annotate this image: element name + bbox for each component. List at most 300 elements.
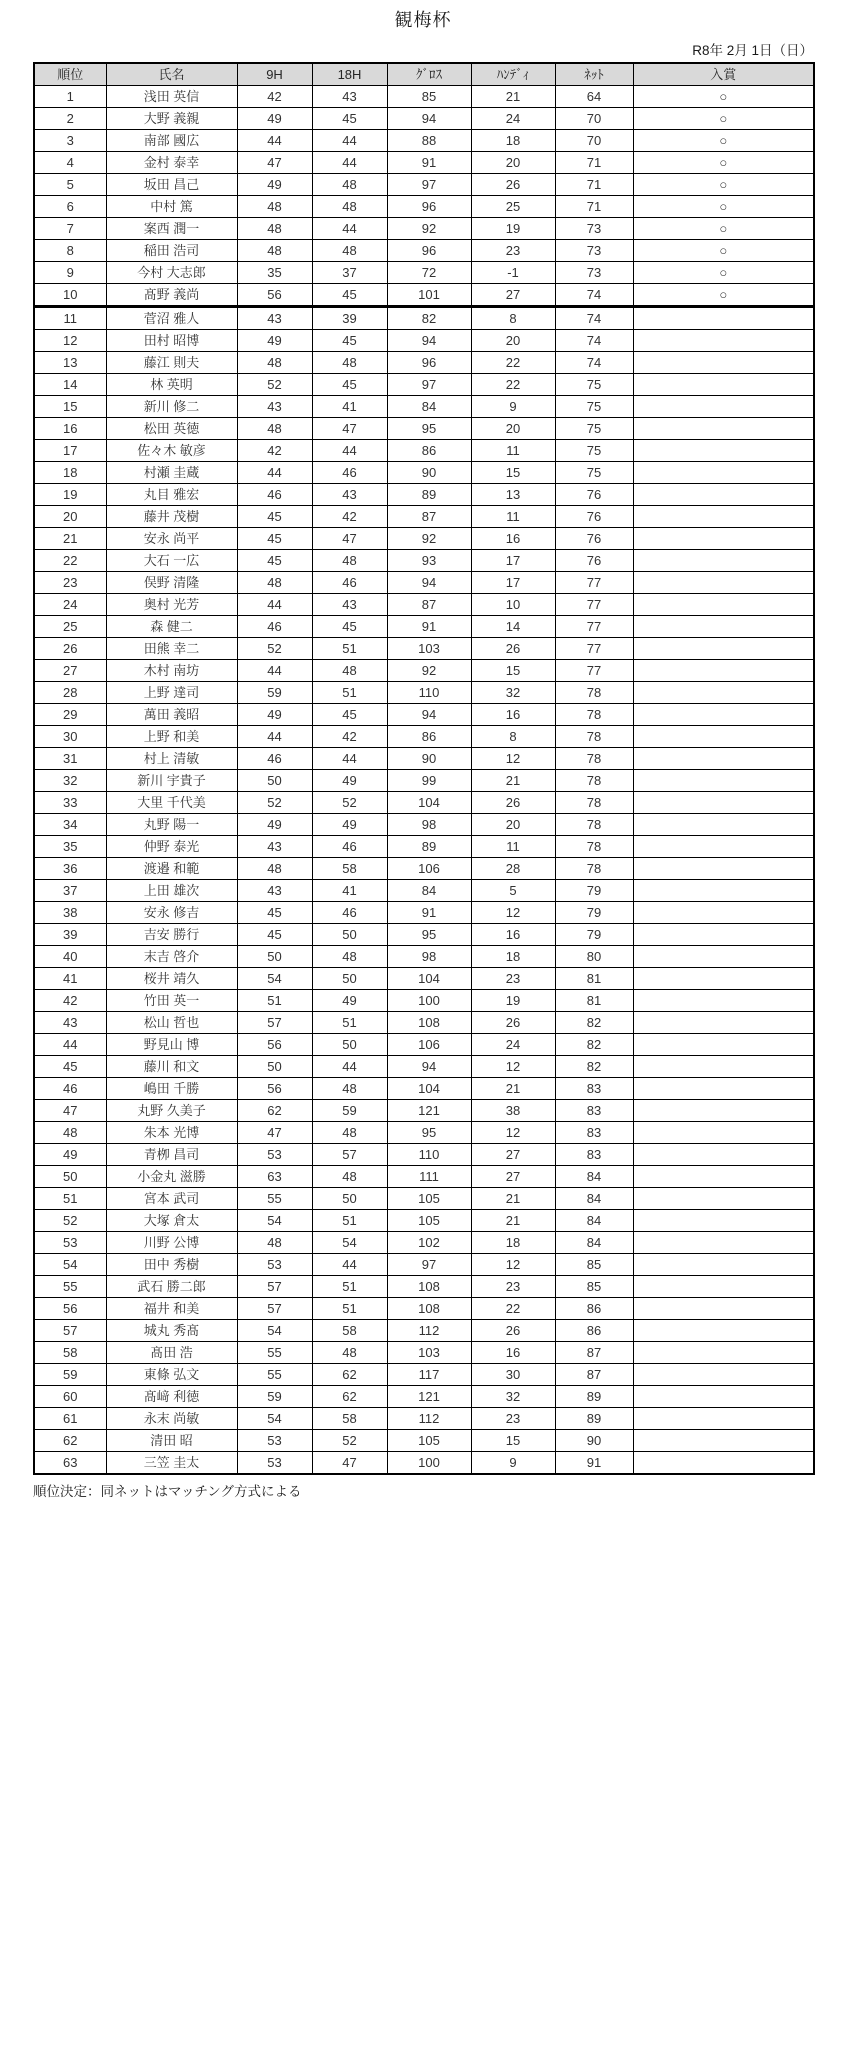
handicap-cell: 21 — [471, 1078, 555, 1100]
rank-cell: 53 — [34, 1232, 106, 1254]
table-row — [34, 307, 814, 330]
18h-cell: 50 — [312, 924, 387, 946]
handicap-cell: 27 — [471, 284, 555, 307]
prize-cell — [633, 1430, 814, 1452]
net-cell: 75 — [555, 396, 633, 418]
9h-cell: 51 — [237, 990, 312, 1012]
9h-cell: 43 — [237, 307, 312, 330]
rank-cell: 3 — [34, 130, 106, 152]
net-cell: 75 — [555, 418, 633, 440]
prize-cell — [633, 748, 814, 770]
prize-cell — [633, 770, 814, 792]
handicap-cell: 16 — [471, 1342, 555, 1364]
rank-cell: 45 — [34, 1056, 106, 1078]
prize-cell — [633, 1034, 814, 1056]
net-cell: 87 — [555, 1364, 633, 1386]
gross-cell: 100 — [387, 1452, 471, 1475]
table-row — [34, 152, 814, 174]
18h-cell: 45 — [312, 284, 387, 307]
handicap-cell: 17 — [471, 572, 555, 594]
gross-cell: 105 — [387, 1210, 471, 1232]
net-cell: 84 — [555, 1188, 633, 1210]
gross-cell: 97 — [387, 374, 471, 396]
18h-cell: 48 — [312, 1166, 387, 1188]
rank-cell: 32 — [34, 770, 106, 792]
18h-cell: 42 — [312, 726, 387, 748]
name-cell: 安永 修吉 — [106, 902, 237, 924]
gross-cell: 91 — [387, 152, 471, 174]
prize-cell — [633, 1012, 814, 1034]
name-cell: 案西 潤一 — [106, 218, 237, 240]
handicap-cell: 12 — [471, 902, 555, 924]
gross-cell: 90 — [387, 748, 471, 770]
18h-cell: 51 — [312, 1210, 387, 1232]
gross-cell: 88 — [387, 130, 471, 152]
gross-cell: 92 — [387, 218, 471, 240]
name-cell: 小金丸 滋勝 — [106, 1166, 237, 1188]
9h-cell: 45 — [237, 902, 312, 924]
rank-cell: 29 — [34, 704, 106, 726]
rank-cell: 48 — [34, 1122, 106, 1144]
name-cell: 東條 弘文 — [106, 1364, 237, 1386]
table-row — [34, 770, 814, 792]
name-cell: 上野 達司 — [106, 682, 237, 704]
9h-cell: 42 — [237, 440, 312, 462]
handicap-cell: 14 — [471, 616, 555, 638]
table-row — [34, 484, 814, 506]
rank-cell: 40 — [34, 946, 106, 968]
name-cell: 仲野 泰光 — [106, 836, 237, 858]
18h-cell: 43 — [312, 594, 387, 616]
gross-cell: 108 — [387, 1012, 471, 1034]
prize-cell — [633, 704, 814, 726]
net-cell: 78 — [555, 682, 633, 704]
handicap-cell: 20 — [471, 814, 555, 836]
prize-cell — [633, 902, 814, 924]
name-cell: 南部 國広 — [106, 130, 237, 152]
net-cell: 84 — [555, 1166, 633, 1188]
18h-cell: 42 — [312, 506, 387, 528]
net-cell: 87 — [555, 1342, 633, 1364]
net-cell: 83 — [555, 1122, 633, 1144]
name-cell: 大野 義親 — [106, 108, 237, 130]
handicap-cell: 15 — [471, 660, 555, 682]
gross-cell: 112 — [387, 1320, 471, 1342]
rank-cell: 56 — [34, 1298, 106, 1320]
gross-cell: 97 — [387, 1254, 471, 1276]
9h-cell: 52 — [237, 792, 312, 814]
prize-cell — [633, 307, 814, 330]
gross-cell: 95 — [387, 1122, 471, 1144]
net-cell: 77 — [555, 616, 633, 638]
18h-cell: 47 — [312, 528, 387, 550]
gross-cell: 111 — [387, 1166, 471, 1188]
table-row — [34, 284, 814, 307]
9h-cell: 46 — [237, 484, 312, 506]
9h-cell: 49 — [237, 174, 312, 196]
table-row — [34, 374, 814, 396]
gross-cell: 106 — [387, 858, 471, 880]
18h-cell: 46 — [312, 836, 387, 858]
table-row — [34, 1386, 814, 1408]
prize-cell — [633, 1100, 814, 1122]
18h-cell: 51 — [312, 1298, 387, 1320]
9h-cell: 54 — [237, 1210, 312, 1232]
rank-cell: 23 — [34, 572, 106, 594]
gross-cell: 84 — [387, 396, 471, 418]
net-cell: 78 — [555, 858, 633, 880]
handicap-cell: 16 — [471, 924, 555, 946]
handicap-cell: 27 — [471, 1144, 555, 1166]
table-row — [34, 792, 814, 814]
rank-cell: 59 — [34, 1364, 106, 1386]
prize-cell — [633, 946, 814, 968]
rank-cell: 50 — [34, 1166, 106, 1188]
handicap-cell: 18 — [471, 946, 555, 968]
table-row — [34, 704, 814, 726]
9h-cell: 48 — [237, 240, 312, 262]
prize-cell — [633, 1386, 814, 1408]
9h-cell: 56 — [237, 1034, 312, 1056]
prize-cell: ○ — [633, 108, 814, 130]
gross-cell: 86 — [387, 440, 471, 462]
prize-cell: ○ — [633, 130, 814, 152]
rank-cell: 30 — [34, 726, 106, 748]
prize-cell: ○ — [633, 174, 814, 196]
table-row — [34, 1430, 814, 1452]
18h-cell: 48 — [312, 946, 387, 968]
name-cell: 松田 英徳 — [106, 418, 237, 440]
gross-cell: 93 — [387, 550, 471, 572]
header-net: ﾈｯﾄ — [555, 63, 633, 86]
table-row — [34, 1034, 814, 1056]
name-cell: 森 健二 — [106, 616, 237, 638]
table-row — [34, 1320, 814, 1342]
rank-cell: 35 — [34, 836, 106, 858]
handicap-cell: 21 — [471, 86, 555, 108]
handicap-cell: 20 — [471, 330, 555, 352]
name-cell: 竹田 英一 — [106, 990, 237, 1012]
rank-cell: 44 — [34, 1034, 106, 1056]
net-cell: 78 — [555, 770, 633, 792]
rank-cell: 57 — [34, 1320, 106, 1342]
handicap-cell: 20 — [471, 152, 555, 174]
rank-cell: 39 — [34, 924, 106, 946]
18h-cell: 44 — [312, 1254, 387, 1276]
gross-cell: 94 — [387, 572, 471, 594]
rank-cell: 2 — [34, 108, 106, 130]
header-rank: 順位 — [34, 63, 106, 86]
gross-cell: 90 — [387, 462, 471, 484]
name-cell: 坂田 昌己 — [106, 174, 237, 196]
table-row — [34, 1144, 814, 1166]
net-cell: 77 — [555, 638, 633, 660]
gross-cell: 121 — [387, 1100, 471, 1122]
table-row — [34, 682, 814, 704]
net-cell: 71 — [555, 174, 633, 196]
table-row — [34, 418, 814, 440]
gross-cell: 99 — [387, 770, 471, 792]
name-cell: 松山 哲也 — [106, 1012, 237, 1034]
rank-cell: 54 — [34, 1254, 106, 1276]
prize-cell: ○ — [633, 86, 814, 108]
table-row — [34, 130, 814, 152]
18h-cell: 44 — [312, 440, 387, 462]
18h-cell: 48 — [312, 660, 387, 682]
prize-cell — [633, 1298, 814, 1320]
table-row — [34, 440, 814, 462]
name-cell: 吉安 勝行 — [106, 924, 237, 946]
gross-cell: 110 — [387, 682, 471, 704]
rank-cell: 22 — [34, 550, 106, 572]
header-handicap: ﾊﾝﾃﾞｨ — [471, 63, 555, 86]
rank-cell: 21 — [34, 528, 106, 550]
prize-cell — [633, 660, 814, 682]
18h-cell: 57 — [312, 1144, 387, 1166]
9h-cell: 54 — [237, 968, 312, 990]
prize-cell — [633, 440, 814, 462]
rank-cell: 18 — [34, 462, 106, 484]
9h-cell: 50 — [237, 946, 312, 968]
18h-cell: 48 — [312, 174, 387, 196]
handicap-cell: 18 — [471, 1232, 555, 1254]
prize-cell: ○ — [633, 262, 814, 284]
handicap-cell: 26 — [471, 1320, 555, 1342]
gross-cell: 87 — [387, 506, 471, 528]
gross-cell: 101 — [387, 284, 471, 307]
table-row — [34, 550, 814, 572]
gross-cell: 89 — [387, 484, 471, 506]
name-cell: 村上 清敏 — [106, 748, 237, 770]
name-cell: 桜井 靖久 — [106, 968, 237, 990]
header-18h: 18H — [312, 63, 387, 86]
rank-cell: 16 — [34, 418, 106, 440]
handicap-cell: 22 — [471, 1298, 555, 1320]
9h-cell: 49 — [237, 330, 312, 352]
handicap-cell: 11 — [471, 440, 555, 462]
prize-cell — [633, 924, 814, 946]
name-cell: 丸野 久美子 — [106, 1100, 237, 1122]
9h-cell: 62 — [237, 1100, 312, 1122]
prize-cell — [633, 1122, 814, 1144]
name-cell: 清田 昭 — [106, 1430, 237, 1452]
18h-cell: 48 — [312, 1122, 387, 1144]
handicap-cell: 9 — [471, 1452, 555, 1475]
prize-cell: ○ — [633, 284, 814, 307]
9h-cell: 45 — [237, 550, 312, 572]
handicap-cell: 21 — [471, 1210, 555, 1232]
handicap-cell: 21 — [471, 1188, 555, 1210]
gross-cell: 91 — [387, 616, 471, 638]
prize-cell — [633, 352, 814, 374]
9h-cell: 56 — [237, 1078, 312, 1100]
gross-cell: 117 — [387, 1364, 471, 1386]
name-cell: 髙田 浩 — [106, 1342, 237, 1364]
gross-cell: 104 — [387, 1078, 471, 1100]
18h-cell: 51 — [312, 638, 387, 660]
rank-cell: 55 — [34, 1276, 106, 1298]
18h-cell: 62 — [312, 1364, 387, 1386]
net-cell: 81 — [555, 990, 633, 1012]
prize-cell: ○ — [633, 196, 814, 218]
18h-cell: 54 — [312, 1232, 387, 1254]
name-cell: 佐々木 敏彦 — [106, 440, 237, 462]
table-row — [34, 506, 814, 528]
rank-cell: 43 — [34, 1012, 106, 1034]
net-cell: 73 — [555, 218, 633, 240]
handicap-cell: 23 — [471, 968, 555, 990]
9h-cell: 47 — [237, 152, 312, 174]
prize-cell — [633, 1364, 814, 1386]
net-cell: 82 — [555, 1034, 633, 1056]
prize-cell — [633, 1342, 814, 1364]
table-row — [34, 968, 814, 990]
net-cell: 83 — [555, 1100, 633, 1122]
rank-cell: 60 — [34, 1386, 106, 1408]
18h-cell: 49 — [312, 990, 387, 1012]
18h-cell: 37 — [312, 262, 387, 284]
9h-cell: 63 — [237, 1166, 312, 1188]
18h-cell: 39 — [312, 307, 387, 330]
gross-cell: 85 — [387, 86, 471, 108]
table-row — [34, 1364, 814, 1386]
table-row — [34, 814, 814, 836]
name-cell: 宮本 武司 — [106, 1188, 237, 1210]
9h-cell: 57 — [237, 1276, 312, 1298]
handicap-cell: 11 — [471, 836, 555, 858]
name-cell: 菅沼 雅人 — [106, 307, 237, 330]
prize-cell — [633, 1144, 814, 1166]
name-cell: 武石 勝二郎 — [106, 1276, 237, 1298]
prize-cell — [633, 638, 814, 660]
net-cell: 82 — [555, 1012, 633, 1034]
table-row — [34, 240, 814, 262]
table-row — [34, 528, 814, 550]
rank-cell: 7 — [34, 218, 106, 240]
net-cell: 89 — [555, 1386, 633, 1408]
table-row — [34, 616, 814, 638]
event-date: R8年 2月 1日（日） — [692, 43, 813, 58]
table-row — [34, 1342, 814, 1364]
18h-cell: 50 — [312, 1188, 387, 1210]
name-cell: 大石 一広 — [106, 550, 237, 572]
header-9h: 9H — [237, 63, 312, 86]
gross-cell: 98 — [387, 814, 471, 836]
18h-cell: 41 — [312, 880, 387, 902]
prize-cell — [633, 418, 814, 440]
gross-cell: 89 — [387, 836, 471, 858]
18h-cell: 41 — [312, 396, 387, 418]
rank-cell: 17 — [34, 440, 106, 462]
table-row — [34, 1122, 814, 1144]
net-cell: 84 — [555, 1232, 633, 1254]
rank-cell: 9 — [34, 262, 106, 284]
prize-cell — [633, 836, 814, 858]
18h-cell: 48 — [312, 352, 387, 374]
18h-cell: 48 — [312, 550, 387, 572]
9h-cell: 55 — [237, 1364, 312, 1386]
name-cell: 三笠 圭太 — [106, 1452, 237, 1475]
name-cell: 藤川 和文 — [106, 1056, 237, 1078]
net-cell: 90 — [555, 1430, 633, 1452]
handicap-cell: 9 — [471, 396, 555, 418]
net-cell: 82 — [555, 1056, 633, 1078]
net-cell: 76 — [555, 506, 633, 528]
18h-cell: 47 — [312, 418, 387, 440]
name-cell: 新川 宇貴子 — [106, 770, 237, 792]
prize-cell: ○ — [633, 240, 814, 262]
name-cell: 末吉 啓介 — [106, 946, 237, 968]
rank-cell: 31 — [34, 748, 106, 770]
handicap-cell: 19 — [471, 990, 555, 1012]
net-cell: 79 — [555, 924, 633, 946]
prize-cell — [633, 1056, 814, 1078]
table-row — [34, 108, 814, 130]
prize-cell — [633, 1320, 814, 1342]
gross-cell: 108 — [387, 1276, 471, 1298]
net-cell: 85 — [555, 1254, 633, 1276]
name-cell: 林 英明 — [106, 374, 237, 396]
rank-cell: 13 — [34, 352, 106, 374]
handicap-cell: 32 — [471, 1386, 555, 1408]
handicap-cell: 26 — [471, 638, 555, 660]
name-cell: 田熊 幸二 — [106, 638, 237, 660]
18h-cell: 45 — [312, 374, 387, 396]
gross-cell: 94 — [387, 330, 471, 352]
net-cell: 85 — [555, 1276, 633, 1298]
net-cell: 79 — [555, 880, 633, 902]
rank-cell: 28 — [34, 682, 106, 704]
name-cell: 奥村 光芳 — [106, 594, 237, 616]
18h-cell: 43 — [312, 484, 387, 506]
9h-cell: 49 — [237, 814, 312, 836]
handicap-cell: 28 — [471, 858, 555, 880]
rank-cell: 42 — [34, 990, 106, 1012]
table-row — [34, 218, 814, 240]
handicap-cell: 25 — [471, 196, 555, 218]
gross-cell: 72 — [387, 262, 471, 284]
rank-cell: 33 — [34, 792, 106, 814]
rank-cell: 26 — [34, 638, 106, 660]
gross-cell: 102 — [387, 1232, 471, 1254]
handicap-cell: 18 — [471, 130, 555, 152]
9h-cell: 48 — [237, 218, 312, 240]
prize-cell — [633, 506, 814, 528]
table-row — [34, 660, 814, 682]
gross-cell: 92 — [387, 660, 471, 682]
handicap-cell: 16 — [471, 704, 555, 726]
table-row — [34, 262, 814, 284]
name-cell: 田中 秀樹 — [106, 1254, 237, 1276]
gross-cell: 94 — [387, 108, 471, 130]
handicap-cell: 12 — [471, 748, 555, 770]
9h-cell: 43 — [237, 880, 312, 902]
prize-cell — [633, 396, 814, 418]
18h-cell: 45 — [312, 616, 387, 638]
9h-cell: 48 — [237, 352, 312, 374]
name-cell: 丸野 陽一 — [106, 814, 237, 836]
table-row — [34, 86, 814, 108]
9h-cell: 48 — [237, 1232, 312, 1254]
9h-cell: 47 — [237, 1122, 312, 1144]
9h-cell: 55 — [237, 1342, 312, 1364]
9h-cell: 44 — [237, 660, 312, 682]
9h-cell: 59 — [237, 682, 312, 704]
18h-cell: 51 — [312, 1276, 387, 1298]
table-row — [34, 836, 814, 858]
handicap-cell: 8 — [471, 726, 555, 748]
gross-cell: 86 — [387, 726, 471, 748]
